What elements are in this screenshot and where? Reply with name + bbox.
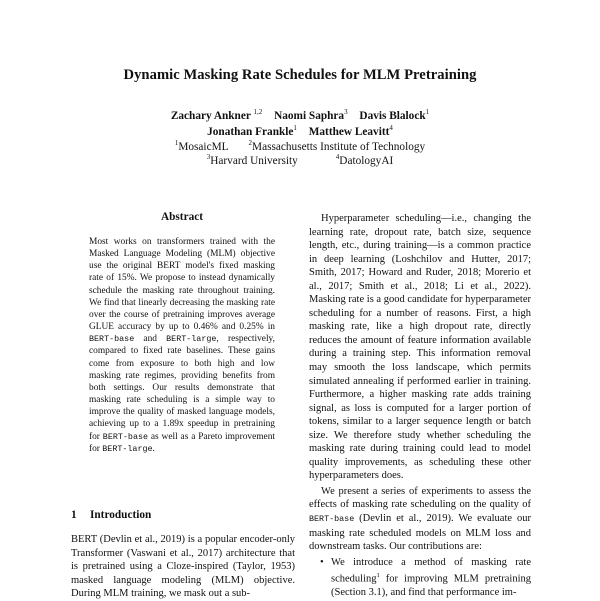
paragraph: Hyperparameter scheduling—i.e., changing the learning rate, dropout rate, batch size, sequence length, etc., during training—is a common practice in deep learning (Loshchilov and Hutter, 2017; Smith, 2017; Howard and Ruder, 2018; Morerio et al., 2017; Smith et al., 2018; Li et al., 2022). Masking rate is a good candidate for hyperparameter scheduling for a number of reasons. First, a high masking rate, like a high dropout rate, directly reduces the amount of feature information available during a training step. This information removal may smooth the loss landscape, which permits simulated annealing if performed earlier in training. Furthermore, a higher masking rate adds training signal, as loss is computed for a larger portion of tokens, similar to a larger sequence length or batch size. We therefore study whether scheduling the masking rate during training could lead to model quality improvements, as scheduling these other hyperparameters does. [309,213,531,482]
affiliation: Massachusetts Institute of Technology [252,140,426,153]
section-title: Introduction [90,509,152,521]
list-item-text: for improving MLM pretraining (Section 3.1), and find that performance im- [331,573,531,599]
paper-title: Dynamic Masking Rate Schedules for MLM Pretraining [123,67,477,83]
author-row-1 [0,108,600,122]
abstract-text: as well as a Pareto improvement for [89,431,276,454]
author-affil-mark: 1 [293,124,297,132]
abstract-body [89,236,275,455]
model-name: BERT-base [102,431,149,442]
section-number: 1 [71,509,77,521]
affiliation: MosaicML [178,140,229,153]
section-heading [71,509,151,521]
affiliation-row-2 [0,153,600,167]
author-name: Matthew Leavitt [308,125,390,138]
author-name: Jonathan Frankle [207,125,294,138]
affiliation: DatologyAI [339,154,394,167]
paragraph-text: We present a series of experiments to assess the effects of masking rate scheduling on the quality of [309,485,531,511]
author-name: Davis Blalock [359,109,426,122]
abstract-text: and [134,334,167,345]
contributions-list [309,556,531,600]
author-affil-mark: 1,2 [253,108,263,116]
right-column [309,212,531,600]
model-name: BERT-large [166,334,217,345]
footnote-mark: 1 [376,572,380,580]
affiliation: Harvard University [210,154,298,167]
abstract-text: . [152,443,155,454]
abstract-heading: Abstract [160,211,204,223]
author-name: Zachary Ankner [170,109,251,122]
paragraph-text: (Devlin et al., 2019). We evaluate our masking rate scheduled models on MLM loss and downstream tasks. Our contributions are: [309,513,531,553]
abstract-text: Most works on transformers trained with the Masked Language Modeling (MLM) objective use the original BERT model's fixed masking rate of 15%. We propose to instead dynamically schedule the masking rate throughout training. We find that linearly decreasing the masking rate over the course of pretraining improves average GLUE accuracy by up to 0.46% and 0.25% in [89,237,275,333]
affil-mark: 3 [206,153,211,161]
list-item [309,556,531,600]
list-item-text: We introduce a method of masking rate scheduling [331,556,531,585]
affil-mark: 1 [174,139,179,147]
affil-mark: 2 [248,139,253,147]
model-name: BERT-base [89,334,135,345]
paragraph: BERT (Devlin et al., 2019) is a popular encoder-only Transformer (Vaswani et al., 2017) architecture that is pretrained using a Cloze-inspired (Taylor, 1953) masked language modeling (MLM) objective. During MLM training, we mask out a sub- [71,534,295,600]
affil-mark: 4 [335,153,340,161]
author-name: Naomi Saphra [274,109,345,122]
affiliation-row-1 [0,139,600,153]
author-affil-mark: 3 [344,108,348,116]
paragraph [309,485,531,554]
introduction-body [71,533,295,601]
author-row-2 [0,124,600,138]
author-affil-mark: 4 [389,124,393,132]
abstract-text: , respectively, compared to fixed rate baselines. These gains come from exposure to both high and low masking rate regimes, providing benefits from both settings. Our results demonstrate that masking rate scheduling is a simple way to improve the quality of masked language models, achieving up to a 1.89x speedup in pretraining for [89,334,275,442]
model-name: BERT-large [102,443,153,454]
bullet-icon: • [320,556,324,568]
model-name: BERT-base [309,514,355,525]
author-affil-mark: 1 [425,108,430,116]
